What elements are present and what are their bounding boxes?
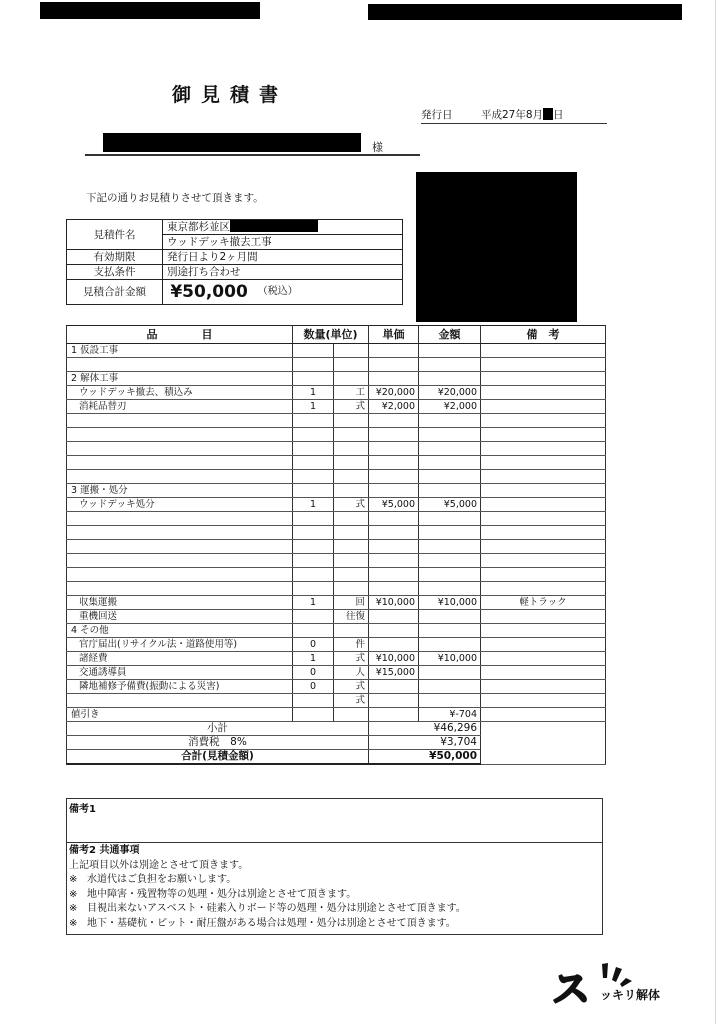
unit-cell: 人: [334, 666, 369, 680]
issue-date-suffix: 日: [553, 109, 564, 121]
table-row: [67, 372, 606, 386]
item-cell: 交通誘導員: [67, 666, 293, 680]
amount-cell: [419, 428, 481, 442]
item-cell: [67, 456, 293, 470]
quantity-cell: [293, 708, 334, 722]
redacted-day: [543, 108, 553, 120]
unit-price-cell: [369, 470, 419, 484]
unit-cell: [334, 470, 369, 484]
project-location-text: 東京都杉並区: [167, 221, 230, 233]
unit-cell: 工: [334, 386, 369, 400]
remarks-2-note: [69, 873, 602, 888]
quantity-cell: [293, 582, 334, 596]
remarks-cell: [481, 400, 606, 414]
amount-cell: [419, 344, 481, 358]
remarks-cell: [481, 498, 606, 512]
table-row: [67, 596, 606, 610]
amount-cell: [419, 414, 481, 428]
validity-value: 発行日より2ヶ月間: [163, 250, 403, 265]
unit-price-cell: [369, 372, 419, 386]
remarks-cell: [481, 414, 606, 428]
brand-logo: [550, 958, 690, 1008]
item-cell: [67, 470, 293, 484]
unit-cell: [334, 582, 369, 596]
unit-price-cell: ¥5,000: [369, 498, 419, 512]
table-row: [67, 386, 606, 400]
redacted-customer-name: [103, 133, 361, 152]
unit-cell: 件: [334, 638, 369, 652]
item-cell: 諸経費: [67, 652, 293, 666]
note-text: 目視出来ないアスベスト・硅素入りボード等の処理・処分は別途とさせて頂きます。: [87, 903, 466, 914]
unit-price-cell: [369, 414, 419, 428]
unit-price-cell: ¥10,000: [369, 652, 419, 666]
payment-terms-label: 支払条件: [67, 265, 163, 280]
table-row: [67, 414, 606, 428]
table-row: [67, 638, 606, 652]
remarks-cell: [481, 610, 606, 624]
table-row: [67, 358, 606, 372]
unit-price-cell: [369, 680, 419, 694]
quantity-cell: [293, 428, 334, 442]
unit-cell: 回: [334, 596, 369, 610]
table-row: [67, 428, 606, 442]
unit-cell: [334, 708, 369, 722]
remarks-cell: [481, 638, 606, 652]
table-row: [67, 568, 606, 582]
summary-label: 小計: [67, 722, 369, 736]
quantity-cell: [293, 554, 334, 568]
remarks-cell: [481, 358, 606, 372]
table-row: [67, 610, 606, 624]
quantity-cell: [293, 526, 334, 540]
item-cell: [67, 428, 293, 442]
table-row: [67, 470, 606, 484]
table-row: [67, 694, 606, 708]
remarks-cell: 軽トラック: [481, 596, 606, 610]
unit-cell: [334, 358, 369, 372]
quantity-cell: [293, 624, 334, 638]
amount-cell: [419, 582, 481, 596]
unit-cell: [334, 554, 369, 568]
quantity-cell: [293, 470, 334, 484]
remarks-cell: [481, 386, 606, 400]
unit-price-cell: [369, 694, 419, 708]
amount-cell: ¥-704: [419, 708, 481, 722]
unit-cell: 式: [334, 498, 369, 512]
quantity-cell: [293, 456, 334, 470]
remarks-1-box: [66, 798, 603, 843]
table-row: [67, 498, 606, 512]
unit-price-cell: [369, 442, 419, 456]
amount-cell: [419, 694, 481, 708]
header-quantity: 数量(単位): [293, 326, 369, 344]
unit-price-cell: ¥10,000: [369, 596, 419, 610]
item-cell: 隣地補修予備費(振動による災害): [67, 680, 293, 694]
unit-cell: [334, 512, 369, 526]
remarks-cell: [481, 652, 606, 666]
quantity-cell: [293, 358, 334, 372]
amount-cell: [419, 526, 481, 540]
project-name: ウッドデッキ撤去工事: [163, 235, 403, 250]
amount-cell: ¥5,000: [419, 498, 481, 512]
item-cell: [67, 442, 293, 456]
amount-cell: [419, 358, 481, 372]
unit-price-cell: [369, 344, 419, 358]
unit-price-cell: [369, 540, 419, 554]
unit-price-cell: [369, 456, 419, 470]
item-cell: [67, 568, 293, 582]
summary-label: 合計(見積金額): [67, 750, 369, 765]
quantity-cell: 1: [293, 652, 334, 666]
table-row: [67, 624, 606, 638]
unit-cell: [334, 568, 369, 582]
document-title: 御見積書: [172, 84, 289, 106]
project-name-label: 見積件名: [67, 220, 163, 250]
amount-cell: ¥10,000: [419, 652, 481, 666]
unit-price-cell: [369, 428, 419, 442]
item-cell: 官庁届出(リサイクル法・道路使用等): [67, 638, 293, 652]
issue-date: [421, 107, 607, 124]
quantity-cell: 1: [293, 498, 334, 512]
remarks-cell: [481, 624, 606, 638]
unit-cell: [334, 624, 369, 638]
quantity-cell: 0: [293, 638, 334, 652]
table-row: [67, 344, 606, 358]
remarks-cell: [481, 428, 606, 442]
item-cell: [67, 582, 293, 596]
remarks-cell: [481, 470, 606, 484]
unit-price-cell: [369, 624, 419, 638]
table-row: [67, 540, 606, 554]
unit-price-cell: [369, 568, 419, 582]
redacted-company-stamp: [416, 172, 577, 322]
quantity-cell: [293, 540, 334, 554]
note-bullet: ※: [69, 917, 78, 929]
unit-price-cell: [369, 610, 419, 624]
amount-cell: [419, 568, 481, 582]
unit-price-cell: [369, 554, 419, 568]
estimate-line-items-table: [66, 325, 606, 765]
header-amount: 金額: [419, 326, 481, 344]
table-row: [67, 708, 606, 722]
remarks-cell: [481, 540, 606, 554]
item-cell: ウッドデッキ撤去、積込み: [67, 386, 293, 400]
quantity-cell: [293, 372, 334, 386]
amount-cell: [419, 456, 481, 470]
redacted-address: [230, 220, 318, 232]
item-cell: [67, 554, 293, 568]
summary-blank-cell: [481, 722, 606, 765]
unit-cell: [334, 372, 369, 386]
remarks-cell: [481, 568, 606, 582]
unit-cell: [334, 344, 369, 358]
unit-price-cell: [369, 484, 419, 498]
amount-cell: [419, 372, 481, 386]
remarks-cell: [481, 484, 606, 498]
amount-cell: [419, 554, 481, 568]
quantity-cell: [293, 414, 334, 428]
summary-value: ¥46,296: [369, 722, 481, 736]
item-cell: 収集運搬: [67, 596, 293, 610]
amount-cell: [419, 638, 481, 652]
remarks-2-note: [69, 888, 602, 903]
unit-price-cell: ¥2,000: [369, 400, 419, 414]
quantity-cell: 0: [293, 680, 334, 694]
unit-cell: 式: [334, 652, 369, 666]
unit-cell: 式: [334, 400, 369, 414]
amount-cell: [419, 540, 481, 554]
table-row: [67, 652, 606, 666]
unit-cell: [334, 442, 369, 456]
unit-cell: 往復: [334, 610, 369, 624]
quantity-cell: [293, 484, 334, 498]
remarks-cell: [481, 456, 606, 470]
unit-price-cell: [369, 582, 419, 596]
redacted-header-block: [368, 4, 682, 20]
unit-cell: [334, 414, 369, 428]
logo-big-char: ス: [552, 967, 591, 1008]
table-row: [67, 484, 606, 498]
note-text: 地下・基礎杭・ピット・耐圧盤がある場合は処理・処分は別途とさせて頂きます。: [87, 917, 456, 929]
tax-included-note: （税込）: [257, 286, 298, 297]
amount-cell: [419, 680, 481, 694]
amount-cell: [419, 666, 481, 680]
amount-cell: [419, 512, 481, 526]
total-amount-value: ¥50,000: [170, 282, 248, 302]
page-edge: [715, 0, 716, 1024]
item-cell: [67, 526, 293, 540]
quantity-cell: [293, 694, 334, 708]
item-cell: 2 解体工事: [67, 372, 293, 386]
customer-underline: [85, 154, 420, 156]
remarks-2-line: 上記項目以外は別途とさせて頂きます。: [69, 859, 249, 871]
estimate-info-table: [66, 219, 403, 305]
unit-cell: [334, 540, 369, 554]
remarks-cell: [481, 666, 606, 680]
logo-text: ッキリ解体: [600, 988, 661, 1002]
total-amount-cell: [163, 280, 403, 305]
note-bullet: ※: [69, 888, 78, 900]
quantity-cell: [293, 442, 334, 456]
remarks-2-note: [69, 917, 602, 932]
remarks-cell: [481, 694, 606, 708]
item-cell: ウッドデッキ処分: [67, 498, 293, 512]
quantity-cell: [293, 512, 334, 526]
note-bullet: ※: [69, 903, 78, 914]
header-item: 品 目: [67, 326, 293, 344]
remarks-2-note: [69, 902, 602, 917]
unit-price-cell: [369, 358, 419, 372]
item-cell: 消耗品替刃: [67, 400, 293, 414]
table-row: [67, 526, 606, 540]
total-amount-label: 見積合計金額: [67, 280, 163, 305]
intro-text: 下記の通りお見積りさせて頂きます。: [86, 192, 264, 204]
table-row: [67, 554, 606, 568]
remarks-cell: [481, 526, 606, 540]
quantity-cell: 1: [293, 400, 334, 414]
quantity-cell: [293, 344, 334, 358]
table-row: [67, 456, 606, 470]
note-text: 地中障害・残置物等の処理・処分は別途とさせて頂きます。: [87, 888, 357, 900]
issue-date-label: 発行日: [421, 109, 453, 121]
unit-cell: [334, 484, 369, 498]
table-row: [67, 666, 606, 680]
unit-price-cell: [369, 708, 419, 722]
table-row: [67, 442, 606, 456]
remarks-cell: [481, 708, 606, 722]
remarks-cell: [481, 372, 606, 386]
quantity-cell: [293, 610, 334, 624]
unit-cell: [334, 428, 369, 442]
remarks-2-box: [66, 843, 603, 935]
quantity-cell: 1: [293, 596, 334, 610]
amount-cell: [419, 610, 481, 624]
item-cell: 重機回送: [67, 610, 293, 624]
summary-row: [67, 722, 606, 736]
summary-value: ¥50,000: [369, 750, 481, 765]
remarks-1-title: 備考1: [69, 804, 96, 815]
unit-cell: 式: [334, 680, 369, 694]
remarks-cell: [481, 344, 606, 358]
unit-price-cell: ¥15,000: [369, 666, 419, 680]
unit-price-cell: ¥20,000: [369, 386, 419, 400]
table-row: [67, 582, 606, 596]
quantity-cell: 0: [293, 666, 334, 680]
item-cell: [67, 540, 293, 554]
item-cell: [67, 694, 293, 708]
unit-cell: [334, 456, 369, 470]
table-row: [67, 680, 606, 694]
unit-price-cell: [369, 638, 419, 652]
quantity-cell: [293, 568, 334, 582]
amount-cell: [419, 624, 481, 638]
header-unit-price: 単価: [369, 326, 419, 344]
unit-price-cell: [369, 526, 419, 540]
note-text: 水道代はご負担をお願いします。: [87, 874, 237, 885]
payment-terms-value: 別途打ち合わせ: [163, 265, 403, 280]
item-cell: [67, 512, 293, 526]
item-cell: 3 運搬・処分: [67, 484, 293, 498]
unit-cell: 式: [334, 694, 369, 708]
item-cell: 値引き: [67, 708, 293, 722]
remarks-cell: [481, 512, 606, 526]
amount-cell: ¥10,000: [419, 596, 481, 610]
validity-label: 有効期限: [67, 250, 163, 265]
item-cell: 4 その他: [67, 624, 293, 638]
amount-cell: ¥2,000: [419, 400, 481, 414]
table-row: [67, 512, 606, 526]
project-location: [163, 220, 403, 235]
amount-cell: [419, 470, 481, 484]
amount-cell: [419, 442, 481, 456]
amount-cell: ¥20,000: [419, 386, 481, 400]
quantity-cell: 1: [293, 386, 334, 400]
customer-honorific: 様: [372, 141, 383, 154]
remarks-2-title: 備考2 共通事項: [69, 845, 140, 856]
redacted-company-block: [40, 2, 260, 19]
unit-cell: [334, 526, 369, 540]
issue-date-prefix: 平成27年8月: [481, 109, 544, 121]
unit-price-cell: [369, 512, 419, 526]
header-remarks: 備 考: [481, 326, 606, 344]
item-cell: 1 仮設工事: [67, 344, 293, 358]
item-cell: [67, 358, 293, 372]
note-bullet: ※: [69, 874, 78, 885]
summary-value: ¥3,704: [369, 736, 481, 750]
summary-label: 消費税 8%: [67, 736, 369, 750]
remarks-cell: [481, 442, 606, 456]
remarks-cell: [481, 582, 606, 596]
remarks-cell: [481, 554, 606, 568]
item-cell: [67, 414, 293, 428]
amount-cell: [419, 484, 481, 498]
table-row: [67, 400, 606, 414]
remarks-cell: [481, 680, 606, 694]
